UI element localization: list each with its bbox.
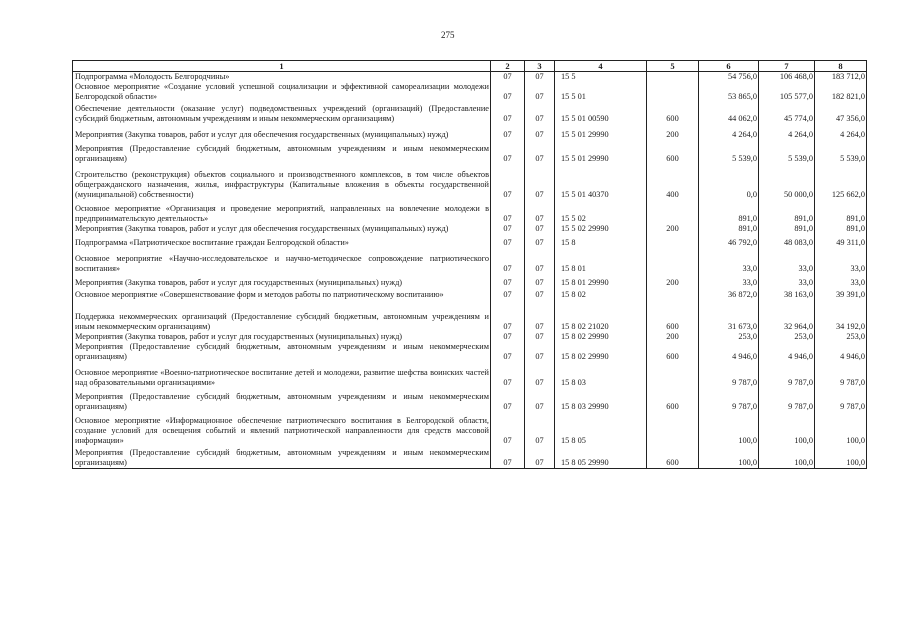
row-amount-year-2: 106 468,0 bbox=[759, 72, 815, 83]
row-target-article-code: 15 8 03 bbox=[555, 362, 647, 388]
row-target-article-code: 15 8 bbox=[555, 234, 647, 248]
row-amount-year-2: 45 774,0 bbox=[759, 102, 815, 124]
header-col-2: 2 bbox=[491, 61, 525, 72]
row-expense-type-code: 200 bbox=[647, 124, 699, 140]
row-expense-type-code: 200 bbox=[647, 332, 699, 342]
row-amount-year-2: 891,0 bbox=[759, 200, 815, 224]
row-description: Мероприятия (Закупка товаров, работ и услуг для обеспечения государственных (муниципальных) нужд) bbox=[73, 124, 491, 140]
budget-table bbox=[72, 60, 867, 469]
header-col-8: 8 bbox=[815, 61, 867, 72]
row-amount-year-3: 5 539,0 bbox=[815, 140, 867, 164]
row-subsection-code: 07 bbox=[525, 388, 555, 412]
row-subsection-code: 07 bbox=[525, 288, 555, 300]
row-amount-year-3: 182 821,0 bbox=[815, 82, 867, 102]
row-amount-year-2: 32 964,0 bbox=[759, 300, 815, 332]
row-amount-year-1: 33,0 bbox=[699, 274, 759, 288]
row-description: Мероприятия (Предоставление субсидий бюджетным, автономным учреждениям и иным некоммерческим организациям) bbox=[73, 342, 491, 362]
row-description: Мероприятия (Закупка товаров, работ и услуг для государственных (муниципальных) нужд) bbox=[73, 332, 491, 342]
row-amount-year-1: 54 756,0 bbox=[699, 72, 759, 83]
row-subsection-code: 07 bbox=[525, 446, 555, 469]
row-amount-year-2: 33,0 bbox=[759, 274, 815, 288]
row-description: Мероприятия (Предоставление субсидий бюджетным, автономным учреждениям и иным некоммерческим организациям) bbox=[73, 446, 491, 469]
row-subsection-code: 07 bbox=[525, 412, 555, 446]
row-target-article-code: 15 8 03 29990 bbox=[555, 388, 647, 412]
row-section-code: 07 bbox=[491, 412, 525, 446]
row-target-article-code: 15 8 05 29990 bbox=[555, 446, 647, 469]
row-amount-year-3: 9 787,0 bbox=[815, 362, 867, 388]
row-amount-year-3: 33,0 bbox=[815, 274, 867, 288]
row-subsection-code: 07 bbox=[525, 124, 555, 140]
row-expense-type-code bbox=[647, 248, 699, 274]
row-description: Строительство (реконструкция) объектов социального и производственного комплексов, в том числе объектов общегражданского назначения, жилья, инфраструктуры (Капитальные вложения в объекты государственной (муниципальной) собственности) bbox=[73, 164, 491, 200]
row-target-article-code: 15 5 02 bbox=[555, 200, 647, 224]
row-expense-type-code: 200 bbox=[647, 274, 699, 288]
row-subsection-code: 07 bbox=[525, 82, 555, 102]
row-expense-type-code: 600 bbox=[647, 342, 699, 362]
row-expense-type-code bbox=[647, 288, 699, 300]
row-section-code: 07 bbox=[491, 164, 525, 200]
row-amount-year-3: 100,0 bbox=[815, 412, 867, 446]
row-description: Основное мероприятие «Информационное обеспечение патриотического воспитания в Белгородской области, создание условий для освещения событий и явлений патриотической направленности для средств массовой информации» bbox=[73, 412, 491, 446]
row-target-article-code: 15 5 01 00590 bbox=[555, 102, 647, 124]
row-amount-year-3: 39 391,0 bbox=[815, 288, 867, 300]
row-section-code: 07 bbox=[491, 362, 525, 388]
row-amount-year-1: 53 865,0 bbox=[699, 82, 759, 102]
table-row bbox=[73, 274, 867, 288]
row-amount-year-2: 33,0 bbox=[759, 248, 815, 274]
table-row bbox=[73, 300, 867, 332]
row-amount-year-1: 100,0 bbox=[699, 412, 759, 446]
budget-table-sheet bbox=[72, 60, 866, 469]
row-amount-year-2: 100,0 bbox=[759, 412, 815, 446]
table-row bbox=[73, 288, 867, 300]
row-target-article-code: 15 8 02 29990 bbox=[555, 342, 647, 362]
row-subsection-code: 07 bbox=[525, 102, 555, 124]
row-section-code: 07 bbox=[491, 102, 525, 124]
row-expense-type-code: 600 bbox=[647, 300, 699, 332]
row-amount-year-1: 36 872,0 bbox=[699, 288, 759, 300]
header-row bbox=[73, 61, 867, 72]
row-target-article-code: 15 5 01 29990 bbox=[555, 140, 647, 164]
row-subsection-code: 07 bbox=[525, 164, 555, 200]
row-amount-year-2: 4 946,0 bbox=[759, 342, 815, 362]
row-amount-year-1: 4 946,0 bbox=[699, 342, 759, 362]
row-amount-year-3: 183 712,0 bbox=[815, 72, 867, 83]
row-expense-type-code bbox=[647, 234, 699, 248]
header-col-7: 7 bbox=[759, 61, 815, 72]
row-section-code: 07 bbox=[491, 342, 525, 362]
row-amount-year-1: 253,0 bbox=[699, 332, 759, 342]
row-description: Основное мероприятие «Создание условий успешной социализации и эффективной самореализации молодежи Белгородской области» bbox=[73, 82, 491, 102]
row-amount-year-3: 49 311,0 bbox=[815, 234, 867, 248]
header-col-1: 1 bbox=[73, 61, 491, 72]
row-amount-year-3: 4 264,0 bbox=[815, 124, 867, 140]
table-row bbox=[73, 164, 867, 200]
row-section-code: 07 bbox=[491, 72, 525, 83]
row-amount-year-1: 33,0 bbox=[699, 248, 759, 274]
row-target-article-code: 15 8 02 29990 bbox=[555, 332, 647, 342]
row-description: Мероприятия (Предоставление субсидий бюджетным, автономным учреждениям и иным некоммерческим организациям) bbox=[73, 140, 491, 164]
row-description: Мероприятия (Закупка товаров, работ и услуг для обеспечения государственных (муниципальных) нужд) bbox=[73, 224, 491, 234]
row-subsection-code: 07 bbox=[525, 234, 555, 248]
row-amount-year-1: 5 539,0 bbox=[699, 140, 759, 164]
row-subsection-code: 07 bbox=[525, 274, 555, 288]
row-amount-year-2: 891,0 bbox=[759, 224, 815, 234]
row-amount-year-3: 9 787,0 bbox=[815, 388, 867, 412]
row-description: Подпрограмма «Молодость Белгородчины» bbox=[73, 72, 491, 83]
row-amount-year-2: 4 264,0 bbox=[759, 124, 815, 140]
row-subsection-code: 07 bbox=[525, 300, 555, 332]
row-expense-type-code: 600 bbox=[647, 446, 699, 469]
header-col-5: 5 bbox=[647, 61, 699, 72]
row-subsection-code: 07 bbox=[525, 332, 555, 342]
row-description: Мероприятия (Предоставление субсидий бюджетным, автономным учреждениям и иным некоммерческим организациям) bbox=[73, 388, 491, 412]
row-expense-type-code bbox=[647, 412, 699, 446]
row-section-code: 07 bbox=[491, 288, 525, 300]
row-subsection-code: 07 bbox=[525, 72, 555, 83]
row-amount-year-3: 125 662,0 bbox=[815, 164, 867, 200]
row-amount-year-2: 50 000,0 bbox=[759, 164, 815, 200]
row-target-article-code: 15 8 01 bbox=[555, 248, 647, 274]
row-expense-type-code: 200 bbox=[647, 224, 699, 234]
row-section-code: 07 bbox=[491, 300, 525, 332]
row-target-article-code: 15 5 01 bbox=[555, 82, 647, 102]
row-amount-year-1: 4 264,0 bbox=[699, 124, 759, 140]
row-section-code: 07 bbox=[491, 248, 525, 274]
table-row bbox=[73, 124, 867, 140]
row-description: Основное мероприятие «Военно-патриотическое воспитание детей и молодежи, развитие шефства воинских частей над образовательными организациями» bbox=[73, 362, 491, 388]
table-row bbox=[73, 72, 867, 83]
row-section-code: 07 bbox=[491, 124, 525, 140]
row-amount-year-2: 9 787,0 bbox=[759, 362, 815, 388]
table-row bbox=[73, 224, 867, 234]
row-subsection-code: 07 bbox=[525, 224, 555, 234]
row-amount-year-3: 4 946,0 bbox=[815, 342, 867, 362]
row-section-code: 07 bbox=[491, 82, 525, 102]
row-amount-year-1: 891,0 bbox=[699, 224, 759, 234]
row-amount-year-3: 891,0 bbox=[815, 200, 867, 224]
row-amount-year-1: 9 787,0 bbox=[699, 388, 759, 412]
row-amount-year-2: 38 163,0 bbox=[759, 288, 815, 300]
table-row bbox=[73, 248, 867, 274]
row-amount-year-1: 100,0 bbox=[699, 446, 759, 469]
row-amount-year-3: 33,0 bbox=[815, 248, 867, 274]
row-section-code: 07 bbox=[491, 274, 525, 288]
row-section-code: 07 bbox=[491, 234, 525, 248]
table-row bbox=[73, 446, 867, 469]
table-row bbox=[73, 234, 867, 248]
row-expense-type-code: 400 bbox=[647, 164, 699, 200]
row-amount-year-2: 5 539,0 bbox=[759, 140, 815, 164]
row-description: Мероприятия (Закупка товаров, работ и услуг для государственных (муниципальных) нужд) bbox=[73, 274, 491, 288]
table-row bbox=[73, 82, 867, 102]
row-section-code: 07 bbox=[491, 446, 525, 469]
row-target-article-code: 15 8 05 bbox=[555, 412, 647, 446]
row-description: Основное мероприятие «Научно-исследовательское и научно-методическое сопровождение патриотического воспитания» bbox=[73, 248, 491, 274]
row-subsection-code: 07 bbox=[525, 342, 555, 362]
row-amount-year-1: 46 792,0 bbox=[699, 234, 759, 248]
row-amount-year-3: 100,0 bbox=[815, 446, 867, 469]
row-description: Основное мероприятие «Организация и проведение мероприятий, направленных на вовлечение молодежи в предпринимательскую деятельность» bbox=[73, 200, 491, 224]
table-row bbox=[73, 332, 867, 342]
row-section-code: 07 bbox=[491, 332, 525, 342]
table-row bbox=[73, 102, 867, 124]
row-subsection-code: 07 bbox=[525, 200, 555, 224]
row-expense-type-code bbox=[647, 362, 699, 388]
row-target-article-code: 15 5 01 40370 bbox=[555, 164, 647, 200]
table-row bbox=[73, 342, 867, 362]
row-target-article-code: 15 5 bbox=[555, 72, 647, 83]
row-section-code: 07 bbox=[491, 140, 525, 164]
row-amount-year-2: 253,0 bbox=[759, 332, 815, 342]
row-amount-year-1: 9 787,0 bbox=[699, 362, 759, 388]
row-description: Основное мероприятие «Совершенствование форм и методов работы по патриотическому воспитанию» bbox=[73, 288, 491, 300]
header-col-4: 4 bbox=[555, 61, 647, 72]
row-section-code: 07 bbox=[491, 224, 525, 234]
row-amount-year-3: 47 356,0 bbox=[815, 102, 867, 124]
row-expense-type-code bbox=[647, 72, 699, 83]
row-amount-year-1: 44 062,0 bbox=[699, 102, 759, 124]
row-subsection-code: 07 bbox=[525, 140, 555, 164]
row-expense-type-code bbox=[647, 82, 699, 102]
row-subsection-code: 07 bbox=[525, 248, 555, 274]
row-amount-year-3: 34 192,0 bbox=[815, 300, 867, 332]
row-target-article-code: 15 8 02 bbox=[555, 288, 647, 300]
row-target-article-code: 15 5 02 29990 bbox=[555, 224, 647, 234]
row-expense-type-code bbox=[647, 200, 699, 224]
row-amount-year-2: 100,0 bbox=[759, 446, 815, 469]
row-amount-year-3: 253,0 bbox=[815, 332, 867, 342]
row-expense-type-code: 600 bbox=[647, 140, 699, 164]
table-row bbox=[73, 362, 867, 388]
row-target-article-code: 15 8 02 21020 bbox=[555, 300, 647, 332]
row-amount-year-2: 9 787,0 bbox=[759, 388, 815, 412]
row-description: Поддержка некоммерческих организаций (Предоставление субсидий бюджетным, автономным учреждениям и иным некоммерческим организациям) bbox=[73, 300, 491, 332]
row-target-article-code: 15 5 01 29990 bbox=[555, 124, 647, 140]
row-description: Подпрограмма «Патриотическое воспитание граждан Белгородской области» bbox=[73, 234, 491, 248]
table-row bbox=[73, 388, 867, 412]
row-amount-year-1: 891,0 bbox=[699, 200, 759, 224]
table-row bbox=[73, 140, 867, 164]
table-row bbox=[73, 412, 867, 446]
row-amount-year-2: 48 083,0 bbox=[759, 234, 815, 248]
header-col-6: 6 bbox=[699, 61, 759, 72]
row-amount-year-2: 105 577,0 bbox=[759, 82, 815, 102]
row-section-code: 07 bbox=[491, 388, 525, 412]
row-subsection-code: 07 bbox=[525, 362, 555, 388]
row-expense-type-code: 600 bbox=[647, 102, 699, 124]
table-row bbox=[73, 200, 867, 224]
header-col-3: 3 bbox=[525, 61, 555, 72]
row-amount-year-3: 891,0 bbox=[815, 224, 867, 234]
page-number: 275 bbox=[441, 30, 455, 40]
row-expense-type-code: 600 bbox=[647, 388, 699, 412]
row-section-code: 07 bbox=[491, 200, 525, 224]
row-amount-year-1: 0,0 bbox=[699, 164, 759, 200]
row-target-article-code: 15 8 01 29990 bbox=[555, 274, 647, 288]
row-description: Обеспечение деятельности (оказание услуг) подведомственных учреждений (организаций) (Предоставление субсидий бюджетным, автономным учреждениям и иным некоммерческим организациям) bbox=[73, 102, 491, 124]
row-amount-year-1: 31 673,0 bbox=[699, 300, 759, 332]
